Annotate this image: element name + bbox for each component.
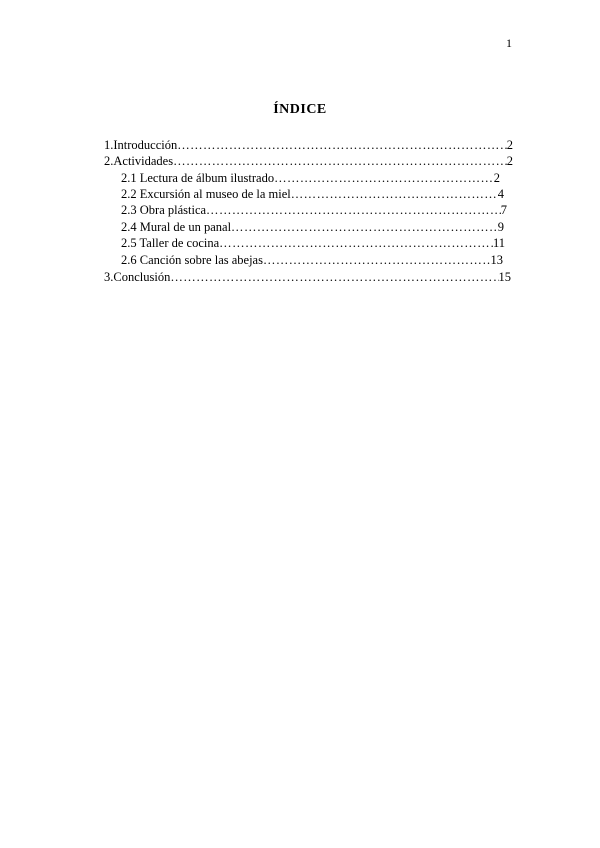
toc-entry-obra-plastica bbox=[121, 202, 507, 218]
page-number: 1 bbox=[506, 36, 512, 50]
toc-entry-label: 2.1 Lectura de álbum ilustrado bbox=[121, 171, 275, 185]
toc-entry-page: 2 bbox=[493, 171, 500, 185]
toc-entry-number: 1. bbox=[104, 138, 114, 152]
toc-entry-page: 2 bbox=[506, 154, 513, 168]
toc-leader-dots bbox=[274, 170, 494, 186]
toc-entry-excursion-museo bbox=[121, 186, 504, 202]
toc-entry-introduccion bbox=[104, 137, 513, 153]
toc-entry-conclusion bbox=[104, 269, 511, 285]
toc-entry-page: 11 bbox=[492, 236, 505, 250]
toc-entry-lectura-album bbox=[121, 170, 500, 186]
toc-leader-dots bbox=[206, 202, 501, 218]
toc-entry-page: 4 bbox=[497, 187, 504, 201]
toc-entry-label: Conclusión bbox=[113, 270, 171, 284]
toc-entry-label: 2.2 Excursión al museo de la miel bbox=[121, 187, 291, 201]
toc-leader-dots bbox=[219, 235, 493, 251]
toc-entry-page: 9 bbox=[497, 220, 504, 234]
toc-entry-taller-cocina bbox=[121, 235, 505, 251]
toc-entry-page: 13 bbox=[490, 253, 503, 267]
toc-entry-number: 2. bbox=[104, 154, 114, 168]
toc-entry-label: Introducción bbox=[113, 138, 178, 152]
toc-leader-dots bbox=[173, 153, 507, 169]
toc-entry-label: 2.4 Mural de un panal bbox=[121, 220, 232, 234]
toc-leader-dots bbox=[170, 269, 498, 285]
toc-entry-label: Actividades bbox=[113, 154, 174, 168]
toc-leader-dots bbox=[263, 252, 491, 268]
toc-entry-label: 2.6 Canción sobre las abejas bbox=[121, 253, 263, 267]
toc-entry-page: 2 bbox=[506, 138, 513, 152]
toc-entry-page: 15 bbox=[498, 270, 511, 284]
toc-entry-label: 2.3 Obra plástica bbox=[121, 203, 207, 217]
toc-leader-dots bbox=[231, 219, 498, 235]
toc-leader-dots bbox=[177, 137, 507, 153]
page-title: ÍNDICE bbox=[273, 102, 327, 117]
toc-entry-number: 3. bbox=[104, 270, 114, 284]
toc-entry-label: 2.5 Taller de cocina bbox=[121, 236, 220, 250]
toc-leader-dots bbox=[291, 186, 498, 202]
toc-entry-actividades bbox=[104, 153, 513, 169]
toc-entry-page: 7 bbox=[500, 203, 507, 217]
toc-entry-cancion-abejas bbox=[121, 252, 503, 268]
toc-entry-mural-panal bbox=[121, 219, 504, 235]
